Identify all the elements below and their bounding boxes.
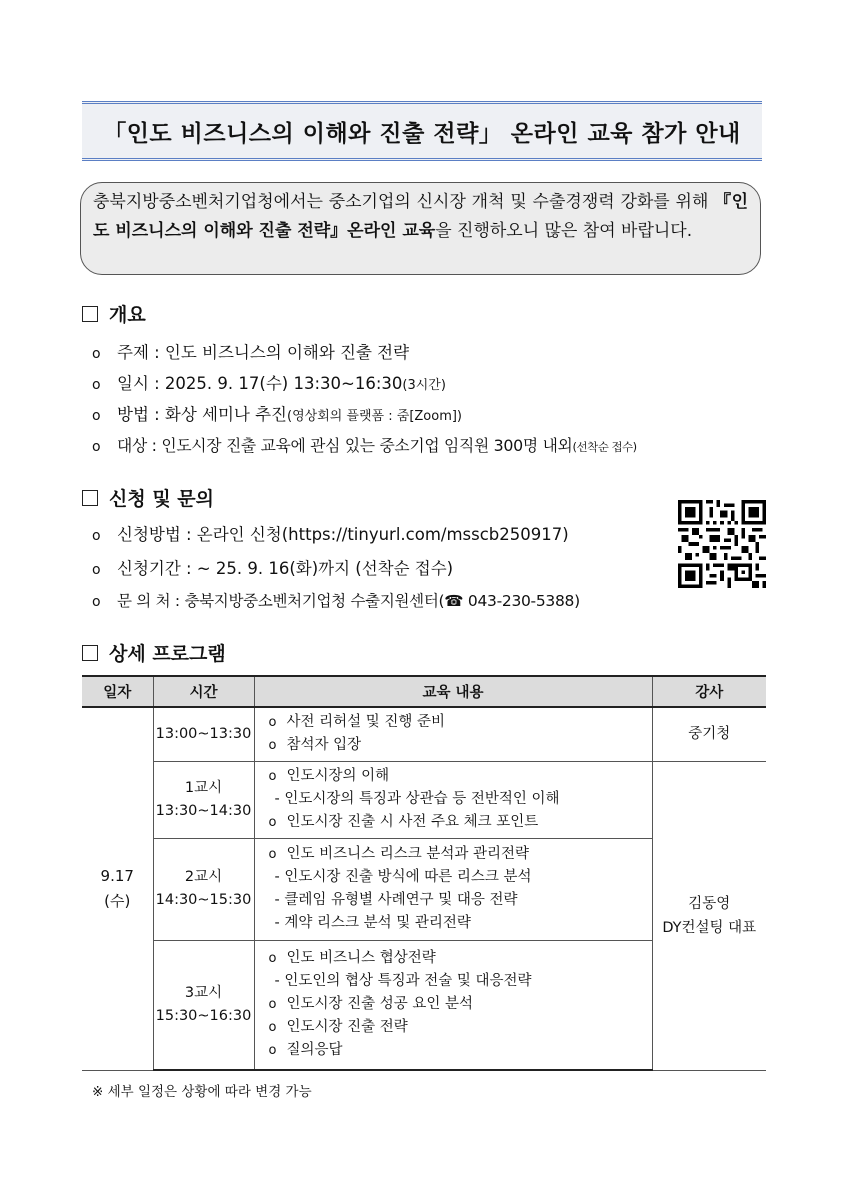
section-heading-overview: 개요 bbox=[82, 300, 146, 327]
column-header: 시간 bbox=[153, 676, 254, 707]
table-header-row bbox=[82, 676, 766, 707]
time-cell: 2교시 14:30~15:30 bbox=[153, 838, 254, 940]
section-heading-apply: 신청 및 문의 bbox=[82, 484, 214, 511]
document-title: 「인도 비즈니스의 이해와 진출 전략」 온라인 교육 참가 안내 bbox=[103, 120, 741, 147]
table-row bbox=[82, 761, 766, 838]
bullet-icon: ο bbox=[92, 594, 101, 610]
overview-item: ο 대상 : 인도시장 진출 교육에 관심 있는 중소기업 임직원 300명 내외 (선착순 접수) bbox=[92, 436, 637, 455]
intro-box bbox=[80, 182, 761, 275]
table-row bbox=[82, 707, 766, 761]
bullet-icon: ο bbox=[92, 439, 101, 455]
time-cell: 13:00~13:30 bbox=[153, 707, 254, 761]
column-header: 강사 bbox=[652, 676, 766, 707]
apply-item-contact: ο 문 의 처 : 충북지방중소벤처기업청 수출지원센터(☎ 043-230-5388) bbox=[92, 592, 580, 610]
bullet-icon: ο bbox=[92, 408, 101, 424]
checkbox-square-icon bbox=[82, 645, 98, 661]
bullet-icon: ο bbox=[92, 562, 101, 578]
checkbox-square-icon bbox=[82, 490, 98, 506]
time-cell: 1교시 13:30~14:30 bbox=[153, 761, 254, 838]
content-cell: ο 사전 리허설 및 진행 준비 ο 참석자 입장 bbox=[254, 707, 652, 761]
checkbox-square-icon bbox=[82, 306, 98, 322]
footnote: ※ 세부 일정은 상황에 따라 변경 가능 bbox=[92, 1084, 312, 1100]
overview-item: ο 방법 : 화상 세미나 추진 (영상회의 플랫폼 : 줌[Zoom]) bbox=[92, 405, 463, 424]
content-cell: ο 인도 비즈니스 리스크 분석과 관리전략 - 인도시장 진출 방식에 따른 리스크 분석 - 클레임 유형별 사례연구 및 대응 전략 - 계약 리스크 분석 및 관리전략 bbox=[254, 838, 652, 940]
content-cell: ο 인도시장의 이해 - 인도시장의 특징과 상관습 등 전반적인 이해 ο 인도시장 진출 시 사전 주요 체크 포인트 bbox=[254, 761, 652, 838]
overview-item: ο 주제 : 인도 비즈니스의 이해와 진출 전략 bbox=[92, 343, 410, 362]
intro-text-end: 을 진행하오니 많은 참여 바랍니다. bbox=[435, 221, 693, 241]
program-table bbox=[82, 675, 766, 1071]
apply-item-method: ο 신청방법 : 온라인 신청(https://tinyurl.com/msscb250917) bbox=[92, 525, 569, 544]
qr-code-icon bbox=[678, 500, 766, 588]
bullet-icon: ο bbox=[92, 346, 101, 362]
document-title-banner bbox=[82, 101, 762, 161]
lecturer-cell: 중기청 bbox=[652, 707, 766, 761]
bullet-icon: ο bbox=[92, 377, 101, 393]
column-header: 일자 bbox=[82, 676, 153, 707]
section-heading-program: 상세 프로그램 bbox=[82, 639, 226, 666]
intro-emphasis: 『인도 비즈니스의 이해와 진출 전략』온라인 교육 bbox=[93, 192, 748, 241]
apply-item-period: ο 신청기간 : ~ 25. 9. 16(화)까지 (선착순 접수) bbox=[92, 559, 454, 578]
overview-item: ο 일시 : 2025. 9. 17(수) 13:30~16:30 (3시간) bbox=[92, 374, 446, 393]
date-cell: 9.17 (수) bbox=[82, 707, 153, 1070]
intro-text: 충북지방중소벤처기업청에서는 중소기업의 신시장 개척 및 수출경쟁력 강화를 위해 bbox=[93, 192, 715, 212]
column-header: 교육 내용 bbox=[254, 676, 652, 707]
bullet-icon: ο bbox=[92, 528, 101, 544]
lecturer-cell: 김동영 DY컨설팅 대표 bbox=[652, 761, 766, 1070]
time-cell: 3교시 15:30~16:30 bbox=[153, 940, 254, 1070]
content-cell: ο 인도 비즈니스 협상전략 - 인도인의 협상 특징과 전술 및 대응전략 ο 인도시장 진출 성공 요인 분석 ο 인도시장 진출 전략 ο 질의응답 bbox=[254, 940, 652, 1070]
